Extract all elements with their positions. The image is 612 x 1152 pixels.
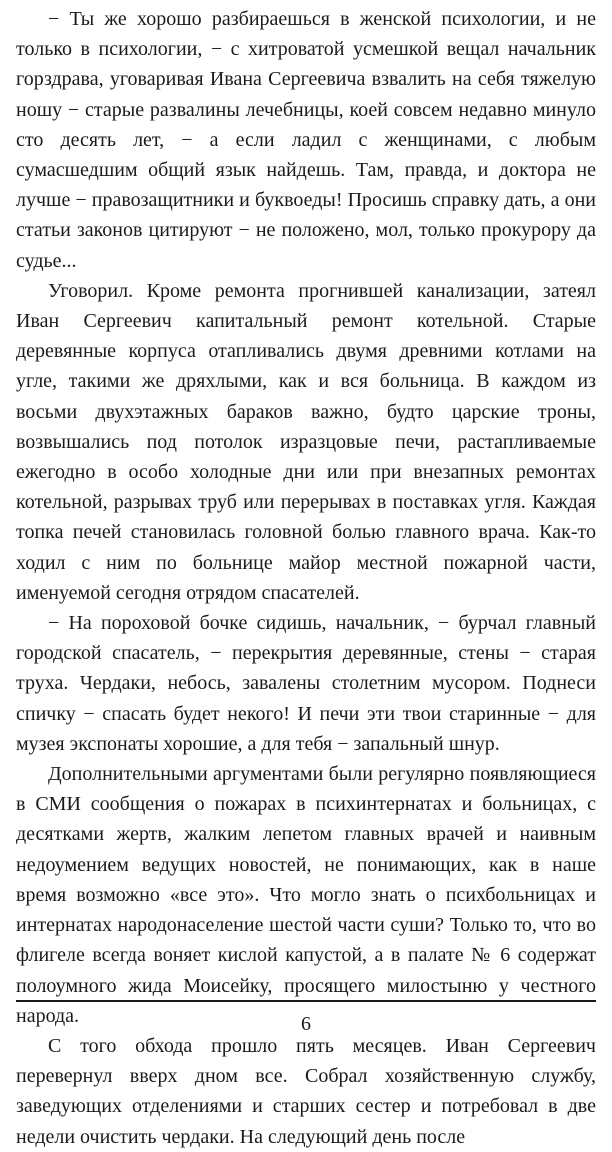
page-body bbox=[16, 4, 596, 1152]
paragraph-4: Дополнительными аргументами были регулярно появляющиеся в СМИ сообщения о пожарах в психинтернатах и больницах, с десятками жертв, жалким лепетом главных врачей и наивным недоумением ведущих новостей, не понимающих, как в наше время возможно «все это». Что могло знать о психбольницах и интернатах народонаселение шестой части суши? Только то, что во флигеле всегда воняет кислой капустой, а в палате № 6 содержат полоумного жида Моисейку, просящего милостыню у честного народа. bbox=[16, 763, 596, 1027]
footer-divider bbox=[16, 1000, 596, 1002]
paragraph-2: Уговорил. Кроме ремонта прогнившей канализации, затеял Иван Сергеевич капитальный ремонт котельной. Старые деревянные корпуса отапливались двумя древними котлами на угле, такими же дряхлыми, как и вся больница. В каждом из восьми двухэтажных бараков важно, будто царские троны, возвышались под потолок изразцовые печи, растапливаемые ежегодно в особо холодные дни или при внезапных ремонтах котельной, разрывах труб или перерывах в поставках угля. Каждая топка печей становилась головной болью главного врача. Как-то ходил с ним по больнице майор местной пожарной части, именуемой сегодня отрядом спасателей. bbox=[16, 279, 596, 604]
paragraph-1: − Ты же хорошо разбираешься в женской психологии, и не только в психологии, − с хитроватой усмешкой вещал начальник горздрава, уговаривая Ивана Сергеевича взвалить на себя тяжелую ношу − старые развалины лечебницы, коей совсем недавно минуло сто десять лет, − а если ладил с женщинами, с любым сумасшедшим общий язык найдешь. Там, правда, и доктора не лучше − правозащитники и буквоеды! Просишь справку дать, а они статьи законов цитируют − не положено, мол, только прокурору да судье... bbox=[16, 8, 596, 272]
page-number: 6 bbox=[301, 1013, 311, 1035]
paragraph-5: С того обхода прошло пять месяцев. Иван Сергеевич перевернул вверх дном все. Собрал хозяйственную службу, заведующих отделениями и старших сестер и потребовал в две недели очистить чердаки. На следующий день после bbox=[16, 1034, 596, 1148]
paragraph-3: − На пороховой бочке сидишь, начальник, − бурчал главный городской спасатель, − перекрытия деревянные, стены − старая труха. Чердаки, небось, завалены столетним мусором. Поднеси спичку − спасать будет некого! И печи эти твои старинные − для музея экспонаты хорошие, а для тебя − запальный шнур. bbox=[16, 612, 596, 755]
